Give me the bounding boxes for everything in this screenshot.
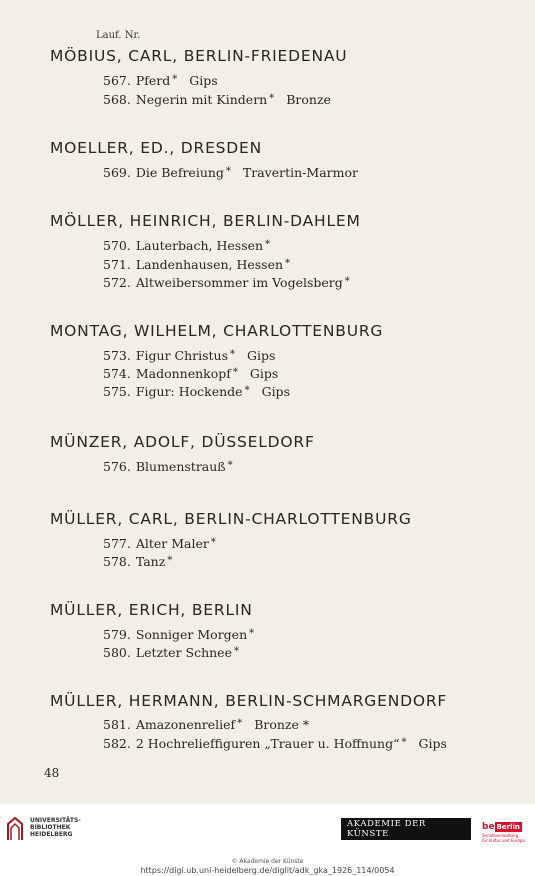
- star-marker: *: [285, 258, 291, 269]
- star-marker: *: [167, 555, 173, 566]
- work-number: 575.: [103, 384, 131, 399]
- artist-heading: MÜLLER, HERMANN, BERLIN-SCHMARGENDORF: [50, 692, 448, 710]
- work-number: 571.: [103, 257, 131, 272]
- university-library-name[interactable]: UNIVERSITÄTS- BIBLIOTHEK HEIDELBERG: [30, 817, 81, 838]
- work-number: 570.: [103, 238, 131, 253]
- work-item: [103, 275, 350, 290]
- work-title: Landenhausen, Hessen: [135, 257, 284, 272]
- work-title: Letzter Schnee: [135, 645, 232, 660]
- artist-heading: MOELLER, ED., DRESDEN: [50, 139, 263, 157]
- work-number: 567.: [103, 73, 131, 88]
- work-material: Bronze: [286, 92, 331, 107]
- work-title: Lauterbach, Hessen: [135, 238, 264, 253]
- work-material: Gips: [261, 384, 290, 399]
- star-marker: *: [225, 166, 231, 177]
- work-number: 572.: [103, 275, 131, 290]
- star-marker: *: [269, 93, 275, 104]
- akademie-der-kuenste-logo[interactable]: AKADEMIE DER KÜNSTE: [340, 818, 472, 840]
- star-marker: *: [172, 74, 178, 85]
- work-material: Travertin-Marmor: [242, 165, 358, 180]
- work-item: [103, 536, 216, 551]
- work-item: [103, 348, 275, 363]
- work-title: Tanz: [135, 554, 166, 569]
- work-material: Bronze *: [254, 717, 310, 732]
- permalink-url[interactable]: https://digi.ub.uni-heidelberg.de/diglit/adk_gka_1926_114/0054: [140, 866, 395, 875]
- star-marker: *: [401, 737, 407, 748]
- work-material: Gips: [418, 736, 447, 751]
- work-number: 576.: [103, 459, 131, 474]
- star-marker: *: [210, 537, 216, 548]
- work-title: Amazonenrelief: [135, 717, 236, 732]
- work-title: Die Befreiung: [135, 165, 224, 180]
- work-title: Sonniger Morgen: [135, 627, 248, 642]
- work-number: 573.: [103, 348, 131, 363]
- work-item: [103, 384, 290, 399]
- work-item: [103, 73, 218, 88]
- work-title: Figur Christus: [135, 348, 229, 363]
- work-number: 582.: [103, 736, 131, 751]
- work-item: [103, 459, 233, 474]
- work-number: 569.: [103, 165, 131, 180]
- star-marker: *: [230, 349, 236, 360]
- work-number: 581.: [103, 717, 131, 732]
- work-material: Gips: [189, 73, 218, 88]
- work-number: 578.: [103, 554, 131, 569]
- work-item: [103, 165, 358, 180]
- work-title: Madonnenkopf: [135, 366, 231, 381]
- work-material: Gips: [249, 366, 279, 381]
- work-item: [103, 645, 239, 660]
- artist-heading: MÜLLER, CARL, BERLIN-CHARLOTTENBURG: [50, 510, 412, 528]
- work-title: Figur: Hockende: [135, 384, 243, 399]
- work-item: [103, 627, 254, 642]
- star-marker: *: [232, 367, 238, 378]
- star-marker: *: [344, 276, 350, 287]
- artist-heading: MÖBIUS, CARL, BERLIN-FRIEDENAU: [50, 47, 348, 65]
- work-item: [103, 238, 270, 253]
- artist-heading: MÜLLER, ERICH, BERLIN: [50, 601, 253, 619]
- work-title: Alter Maler: [135, 536, 209, 551]
- work-number: 568.: [103, 92, 131, 107]
- artist-heading: MÖLLER, HEINRICH, BERLIN-DAHLEM: [50, 212, 361, 230]
- university-library-logo-icon[interactable]: [6, 816, 24, 842]
- work-number: 579.: [103, 627, 131, 642]
- star-marker: *: [237, 718, 243, 729]
- work-number: 580.: [103, 645, 131, 660]
- work-title: Pferd: [135, 73, 171, 88]
- work-item: [103, 736, 447, 751]
- star-marker: *: [233, 646, 239, 657]
- work-item: [103, 717, 309, 732]
- work-title: Negerin mit Kindern: [135, 92, 268, 107]
- work-number: 577.: [103, 536, 131, 551]
- work-item: [103, 554, 172, 569]
- work-item: [103, 257, 290, 272]
- star-marker: *: [249, 628, 255, 639]
- artist-heading: MÜNZER, ADOLF, DÜSSELDORF: [50, 433, 315, 451]
- page-number: 48: [44, 766, 60, 780]
- work-item: [103, 366, 278, 381]
- star-marker: *: [244, 385, 250, 396]
- work-title: 2 Hochreliefﬁguren „Trauer u. Hoffnung“: [135, 736, 400, 751]
- artist-heading: MONTAG, WILHELM, CHARLOTTENBURG: [50, 322, 384, 340]
- work-title: Altweibersommer im Vogelsberg: [135, 275, 343, 290]
- work-number: 574.: [103, 366, 131, 381]
- work-item: [103, 92, 331, 107]
- viewer-footer: [0, 804, 535, 876]
- running-number-label: Lauf. Nr.: [96, 30, 141, 41]
- work-title: Blumenstrauß: [135, 459, 226, 474]
- berlin-senate-logo[interactable]: be Berlin Senatsverwaltung für Kultur und Europa: [482, 822, 525, 843]
- star-marker: *: [265, 239, 271, 250]
- copyright-notice: © Akademie der Künste: [231, 858, 304, 865]
- star-marker: *: [227, 460, 233, 471]
- work-material: Gips: [247, 348, 276, 363]
